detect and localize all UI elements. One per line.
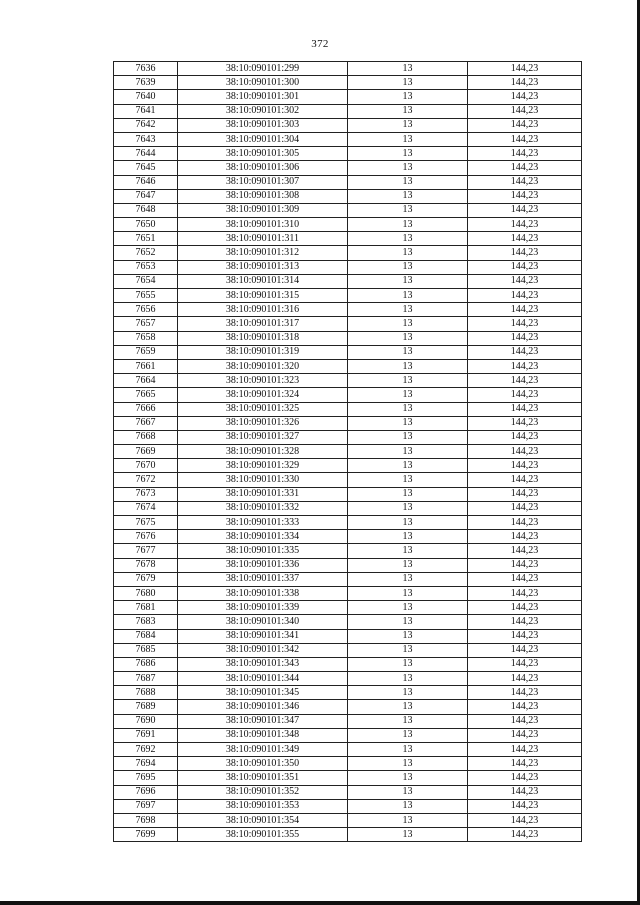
area-cell: 13 [348, 203, 468, 217]
cadastral-number-cell: 38:10:090101:312 [178, 246, 348, 260]
row-number-cell: 7696 [114, 785, 178, 799]
area-cell: 13 [348, 743, 468, 757]
value-cell: 144,23 [468, 118, 582, 132]
area-cell: 13 [348, 303, 468, 317]
value-cell: 144,23 [468, 629, 582, 643]
value-cell: 144,23 [468, 303, 582, 317]
table-row [114, 544, 582, 558]
value-cell: 144,23 [468, 572, 582, 586]
value-cell: 144,23 [468, 785, 582, 799]
scan-edge-bottom [0, 901, 640, 905]
area-cell: 13 [348, 629, 468, 643]
area-cell: 13 [348, 232, 468, 246]
row-number-cell: 7661 [114, 359, 178, 373]
cadastral-number-cell: 38:10:090101:302 [178, 104, 348, 118]
table-row [114, 402, 582, 416]
cadastral-number-cell: 38:10:090101:301 [178, 90, 348, 104]
row-number-cell: 7653 [114, 260, 178, 274]
area-cell: 13 [348, 260, 468, 274]
area-cell: 13 [348, 416, 468, 430]
row-number-cell: 7650 [114, 218, 178, 232]
value-cell: 144,23 [468, 232, 582, 246]
table-row [114, 629, 582, 643]
row-number-cell: 7672 [114, 473, 178, 487]
cadastral-number-cell: 38:10:090101:352 [178, 785, 348, 799]
cadastral-number-cell: 38:10:090101:331 [178, 487, 348, 501]
cadastral-number-cell: 38:10:090101:354 [178, 813, 348, 827]
table-row [114, 530, 582, 544]
cadastral-number-cell: 38:10:090101:339 [178, 601, 348, 615]
value-cell: 144,23 [468, 544, 582, 558]
table-row [114, 714, 582, 728]
table-row [114, 189, 582, 203]
cadastral-number-cell: 38:10:090101:347 [178, 714, 348, 728]
area-cell: 13 [348, 289, 468, 303]
value-cell: 144,23 [468, 516, 582, 530]
cadastral-number-cell: 38:10:090101:328 [178, 445, 348, 459]
cadastral-number-cell: 38:10:090101:335 [178, 544, 348, 558]
table-row [114, 246, 582, 260]
row-number-cell: 7679 [114, 572, 178, 586]
table-row [114, 615, 582, 629]
value-cell: 144,23 [468, 402, 582, 416]
area-cell: 13 [348, 189, 468, 203]
row-number-cell: 7655 [114, 289, 178, 303]
area-cell: 13 [348, 799, 468, 813]
row-number-cell: 7692 [114, 743, 178, 757]
table-body [114, 62, 582, 842]
value-cell: 144,23 [468, 828, 582, 842]
table-row [114, 203, 582, 217]
cadastral-number-cell: 38:10:090101:324 [178, 388, 348, 402]
value-cell: 144,23 [468, 799, 582, 813]
cadastral-number-cell: 38:10:090101:344 [178, 672, 348, 686]
cadastral-number-cell: 38:10:090101:306 [178, 161, 348, 175]
cadastral-number-cell: 38:10:090101:334 [178, 530, 348, 544]
row-number-cell: 7668 [114, 430, 178, 444]
area-cell: 13 [348, 700, 468, 714]
row-number-cell: 7642 [114, 118, 178, 132]
table-row [114, 76, 582, 90]
value-cell: 144,23 [468, 657, 582, 671]
area-cell: 13 [348, 657, 468, 671]
row-number-cell: 7636 [114, 62, 178, 76]
table-row [114, 459, 582, 473]
row-number-cell: 7684 [114, 629, 178, 643]
table-row [114, 686, 582, 700]
row-number-cell: 7673 [114, 487, 178, 501]
table-row [114, 487, 582, 501]
cadastral-number-cell: 38:10:090101:307 [178, 175, 348, 189]
area-cell: 13 [348, 813, 468, 827]
table-row [114, 175, 582, 189]
value-cell: 144,23 [468, 615, 582, 629]
area-cell: 13 [348, 643, 468, 657]
value-cell: 144,23 [468, 714, 582, 728]
area-cell: 13 [348, 757, 468, 771]
value-cell: 144,23 [468, 331, 582, 345]
row-number-cell: 7690 [114, 714, 178, 728]
table-row [114, 572, 582, 586]
table-row [114, 672, 582, 686]
cadastral-number-cell: 38:10:090101:320 [178, 359, 348, 373]
table-row [114, 331, 582, 345]
table-row [114, 473, 582, 487]
table-row [114, 558, 582, 572]
value-cell: 144,23 [468, 459, 582, 473]
cadastral-number-cell: 38:10:090101:336 [178, 558, 348, 572]
table-row [114, 516, 582, 530]
table-row [114, 601, 582, 615]
value-cell: 144,23 [468, 672, 582, 686]
row-number-cell: 7683 [114, 615, 178, 629]
cadastral-number-cell: 38:10:090101:317 [178, 317, 348, 331]
row-number-cell: 7681 [114, 601, 178, 615]
area-cell: 13 [348, 558, 468, 572]
cadastral-number-cell: 38:10:090101:311 [178, 232, 348, 246]
row-number-cell: 7652 [114, 246, 178, 260]
area-cell: 13 [348, 118, 468, 132]
cadastral-number-cell: 38:10:090101:346 [178, 700, 348, 714]
row-number-cell: 7640 [114, 90, 178, 104]
cadastral-number-cell: 38:10:090101:337 [178, 572, 348, 586]
row-number-cell: 7688 [114, 686, 178, 700]
area-cell: 13 [348, 104, 468, 118]
table-row [114, 303, 582, 317]
area-cell: 13 [348, 218, 468, 232]
area-cell: 13 [348, 331, 468, 345]
value-cell: 144,23 [468, 530, 582, 544]
area-cell: 13 [348, 359, 468, 373]
parcel-table [113, 61, 582, 842]
value-cell: 144,23 [468, 62, 582, 76]
value-cell: 144,23 [468, 601, 582, 615]
area-cell: 13 [348, 374, 468, 388]
table-row [114, 147, 582, 161]
cadastral-number-cell: 38:10:090101:309 [178, 203, 348, 217]
cadastral-number-cell: 38:10:090101:305 [178, 147, 348, 161]
row-number-cell: 7641 [114, 104, 178, 118]
value-cell: 144,23 [468, 586, 582, 600]
table-row [114, 586, 582, 600]
table-row [114, 132, 582, 146]
table-row [114, 104, 582, 118]
cadastral-number-cell: 38:10:090101:351 [178, 771, 348, 785]
table-row [114, 657, 582, 671]
table-row [114, 643, 582, 657]
area-cell: 13 [348, 388, 468, 402]
value-cell: 144,23 [468, 161, 582, 175]
row-number-cell: 7647 [114, 189, 178, 203]
table-row [114, 232, 582, 246]
cadastral-number-cell: 38:10:090101:345 [178, 686, 348, 700]
row-number-cell: 7656 [114, 303, 178, 317]
table-row [114, 785, 582, 799]
row-number-cell: 7659 [114, 345, 178, 359]
area-cell: 13 [348, 147, 468, 161]
row-number-cell: 7645 [114, 161, 178, 175]
area-cell: 13 [348, 274, 468, 288]
value-cell: 144,23 [468, 90, 582, 104]
value-cell: 144,23 [468, 246, 582, 260]
table-row [114, 317, 582, 331]
cadastral-number-cell: 38:10:090101:319 [178, 345, 348, 359]
page-number: 372 [311, 38, 329, 50]
row-number-cell: 7658 [114, 331, 178, 345]
table-row [114, 771, 582, 785]
row-number-cell: 7686 [114, 657, 178, 671]
value-cell: 144,23 [468, 218, 582, 232]
table-row [114, 416, 582, 430]
row-number-cell: 7664 [114, 374, 178, 388]
value-cell: 144,23 [468, 132, 582, 146]
row-number-cell: 7670 [114, 459, 178, 473]
area-cell: 13 [348, 473, 468, 487]
table-row [114, 445, 582, 459]
value-cell: 144,23 [468, 317, 582, 331]
value-cell: 144,23 [468, 388, 582, 402]
area-cell: 13 [348, 544, 468, 558]
cadastral-number-cell: 38:10:090101:348 [178, 728, 348, 742]
row-number-cell: 7676 [114, 530, 178, 544]
cadastral-number-cell: 38:10:090101:315 [178, 289, 348, 303]
area-cell: 13 [348, 785, 468, 799]
value-cell: 144,23 [468, 147, 582, 161]
row-number-cell: 7639 [114, 76, 178, 90]
row-number-cell: 7675 [114, 516, 178, 530]
table-row [114, 90, 582, 104]
cadastral-number-cell: 38:10:090101:333 [178, 516, 348, 530]
table-row [114, 274, 582, 288]
value-cell: 144,23 [468, 289, 582, 303]
area-cell: 13 [348, 586, 468, 600]
area-cell: 13 [348, 714, 468, 728]
cadastral-number-cell: 38:10:090101:304 [178, 132, 348, 146]
cadastral-number-cell: 38:10:090101:355 [178, 828, 348, 842]
table-row [114, 501, 582, 515]
cadastral-number-cell: 38:10:090101:299 [178, 62, 348, 76]
table-row [114, 345, 582, 359]
value-cell: 144,23 [468, 558, 582, 572]
cadastral-number-cell: 38:10:090101:325 [178, 402, 348, 416]
value-cell: 144,23 [468, 345, 582, 359]
value-cell: 144,23 [468, 359, 582, 373]
cadastral-number-cell: 38:10:090101:326 [178, 416, 348, 430]
cadastral-number-cell: 38:10:090101:332 [178, 501, 348, 515]
value-cell: 144,23 [468, 175, 582, 189]
table-row [114, 62, 582, 76]
value-cell: 144,23 [468, 416, 582, 430]
value-cell: 144,23 [468, 473, 582, 487]
row-number-cell: 7644 [114, 147, 178, 161]
cadastral-number-cell: 38:10:090101:308 [178, 189, 348, 203]
area-cell: 13 [348, 501, 468, 515]
area-cell: 13 [348, 530, 468, 544]
row-number-cell: 7680 [114, 586, 178, 600]
table-row [114, 743, 582, 757]
row-number-cell: 7666 [114, 402, 178, 416]
area-cell: 13 [348, 402, 468, 416]
cadastral-number-cell: 38:10:090101:353 [178, 799, 348, 813]
row-number-cell: 7657 [114, 317, 178, 331]
table-row [114, 161, 582, 175]
area-cell: 13 [348, 572, 468, 586]
row-number-cell: 7669 [114, 445, 178, 459]
cadastral-number-cell: 38:10:090101:323 [178, 374, 348, 388]
cadastral-number-cell: 38:10:090101:329 [178, 459, 348, 473]
cadastral-number-cell: 38:10:090101:327 [178, 430, 348, 444]
row-number-cell: 7648 [114, 203, 178, 217]
value-cell: 144,23 [468, 274, 582, 288]
value-cell: 144,23 [468, 203, 582, 217]
row-number-cell: 7674 [114, 501, 178, 515]
value-cell: 144,23 [468, 487, 582, 501]
table-row [114, 289, 582, 303]
value-cell: 144,23 [468, 813, 582, 827]
area-cell: 13 [348, 459, 468, 473]
value-cell: 144,23 [468, 430, 582, 444]
row-number-cell: 7695 [114, 771, 178, 785]
area-cell: 13 [348, 672, 468, 686]
cadastral-number-cell: 38:10:090101:318 [178, 331, 348, 345]
cadastral-number-cell: 38:10:090101:303 [178, 118, 348, 132]
value-cell: 144,23 [468, 445, 582, 459]
area-cell: 13 [348, 345, 468, 359]
cadastral-number-cell: 38:10:090101:350 [178, 757, 348, 771]
value-cell: 144,23 [468, 374, 582, 388]
value-cell: 144,23 [468, 189, 582, 203]
table-row [114, 118, 582, 132]
table-row [114, 728, 582, 742]
area-cell: 13 [348, 246, 468, 260]
cadastral-number-cell: 38:10:090101:349 [178, 743, 348, 757]
value-cell: 144,23 [468, 728, 582, 742]
area-cell: 13 [348, 601, 468, 615]
area-cell: 13 [348, 445, 468, 459]
table-row [114, 430, 582, 444]
table-row [114, 218, 582, 232]
table-row [114, 359, 582, 373]
value-cell: 144,23 [468, 76, 582, 90]
table-row [114, 757, 582, 771]
table-row [114, 828, 582, 842]
cadastral-number-cell: 38:10:090101:343 [178, 657, 348, 671]
value-cell: 144,23 [468, 643, 582, 657]
value-cell: 144,23 [468, 771, 582, 785]
value-cell: 144,23 [468, 260, 582, 274]
table-row [114, 813, 582, 827]
row-number-cell: 7694 [114, 757, 178, 771]
area-cell: 13 [348, 175, 468, 189]
table-row [114, 799, 582, 813]
row-number-cell: 7699 [114, 828, 178, 842]
cadastral-number-cell: 38:10:090101:300 [178, 76, 348, 90]
table-row [114, 388, 582, 402]
row-number-cell: 7678 [114, 558, 178, 572]
row-number-cell: 7685 [114, 643, 178, 657]
row-number-cell: 7665 [114, 388, 178, 402]
area-cell: 13 [348, 686, 468, 700]
value-cell: 144,23 [468, 700, 582, 714]
row-number-cell: 7698 [114, 813, 178, 827]
area-cell: 13 [348, 76, 468, 90]
cadastral-number-cell: 38:10:090101:330 [178, 473, 348, 487]
row-number-cell: 7697 [114, 799, 178, 813]
row-number-cell: 7689 [114, 700, 178, 714]
area-cell: 13 [348, 828, 468, 842]
row-number-cell: 7651 [114, 232, 178, 246]
area-cell: 13 [348, 615, 468, 629]
area-cell: 13 [348, 728, 468, 742]
cadastral-number-cell: 38:10:090101:313 [178, 260, 348, 274]
cadastral-number-cell: 38:10:090101:341 [178, 629, 348, 643]
cadastral-number-cell: 38:10:090101:314 [178, 274, 348, 288]
table-row [114, 700, 582, 714]
row-number-cell: 7687 [114, 672, 178, 686]
area-cell: 13 [348, 161, 468, 175]
table-row [114, 374, 582, 388]
table-row [114, 260, 582, 274]
area-cell: 13 [348, 516, 468, 530]
cadastral-number-cell: 38:10:090101:316 [178, 303, 348, 317]
row-number-cell: 7691 [114, 728, 178, 742]
value-cell: 144,23 [468, 686, 582, 700]
cadastral-number-cell: 38:10:090101:342 [178, 643, 348, 657]
value-cell: 144,23 [468, 104, 582, 118]
value-cell: 144,23 [468, 743, 582, 757]
area-cell: 13 [348, 132, 468, 146]
value-cell: 144,23 [468, 501, 582, 515]
row-number-cell: 7667 [114, 416, 178, 430]
row-number-cell: 7643 [114, 132, 178, 146]
cadastral-number-cell: 38:10:090101:338 [178, 586, 348, 600]
area-cell: 13 [348, 317, 468, 331]
row-number-cell: 7654 [114, 274, 178, 288]
area-cell: 13 [348, 90, 468, 104]
area-cell: 13 [348, 62, 468, 76]
area-cell: 13 [348, 771, 468, 785]
row-number-cell: 7677 [114, 544, 178, 558]
value-cell: 144,23 [468, 757, 582, 771]
row-number-cell: 7646 [114, 175, 178, 189]
area-cell: 13 [348, 430, 468, 444]
area-cell: 13 [348, 487, 468, 501]
cadastral-number-cell: 38:10:090101:340 [178, 615, 348, 629]
cadastral-number-cell: 38:10:090101:310 [178, 218, 348, 232]
